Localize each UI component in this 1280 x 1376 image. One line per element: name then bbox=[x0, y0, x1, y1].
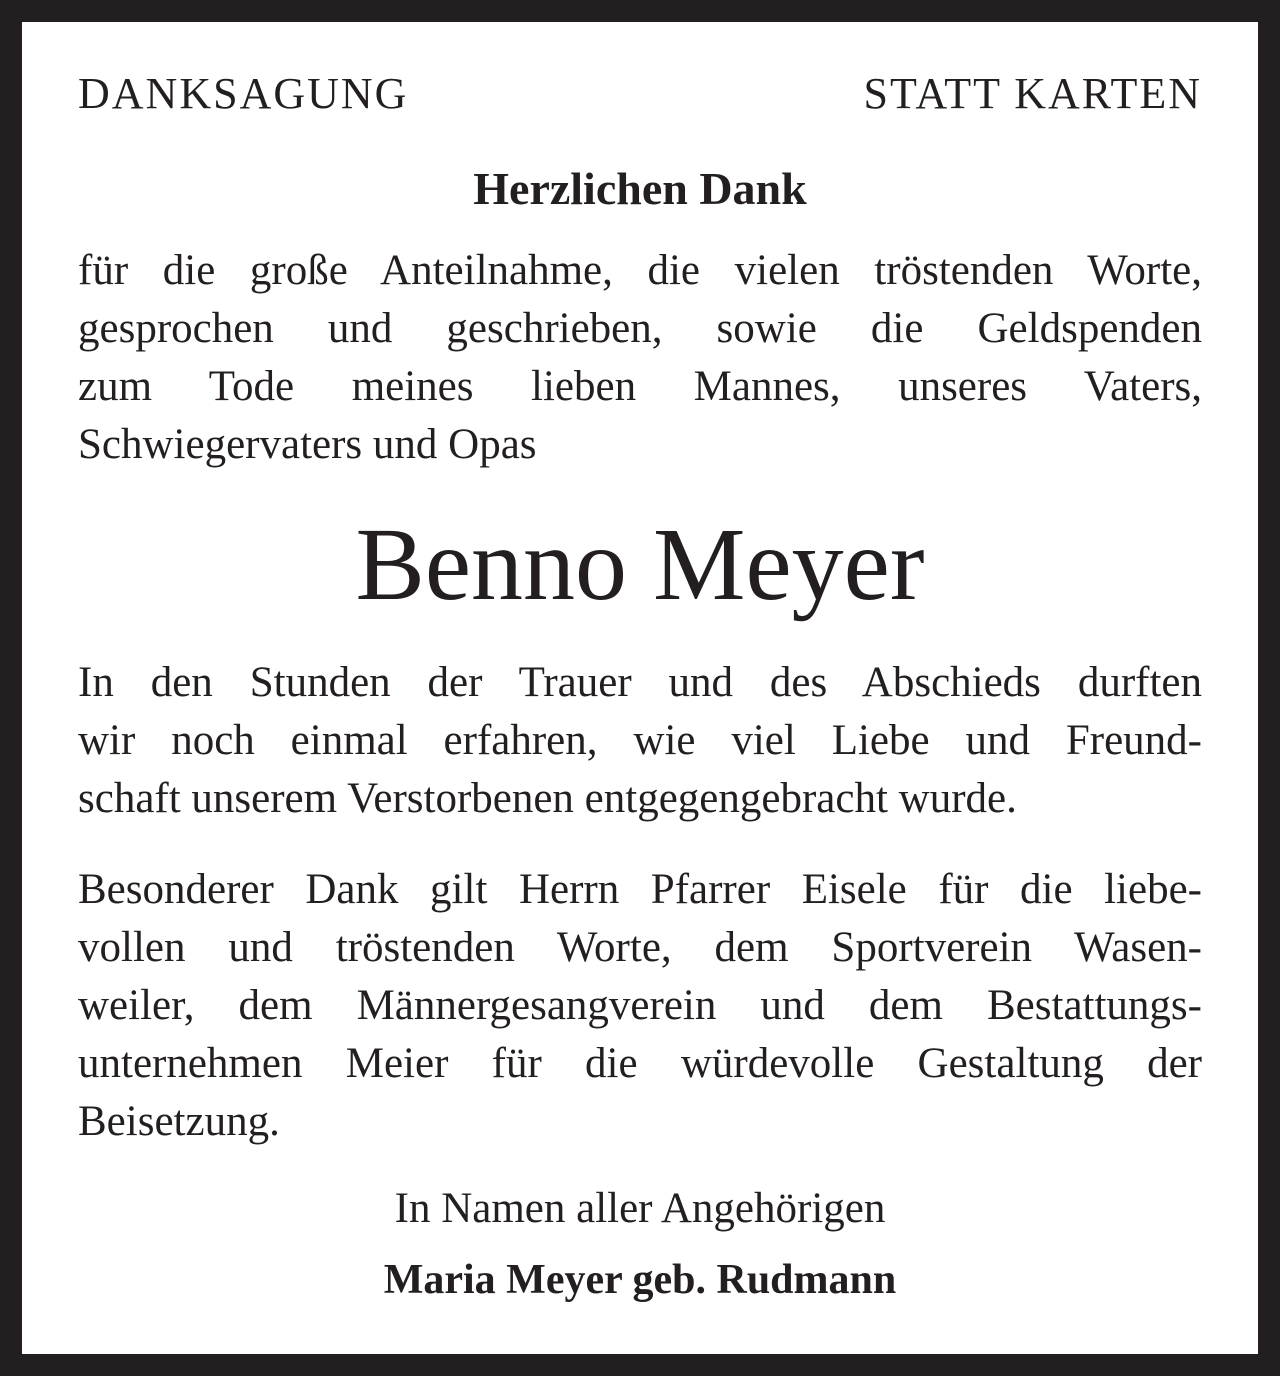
headline: Herzlichen Dank bbox=[473, 163, 807, 214]
paragraph-3-line: weiler, dem Männergesangverein und dem Bestattungs- bbox=[78, 982, 1202, 1029]
paragraph-3-line: Besonderer Dank gilt Herrn Pfarrer Eisele für die liebe- bbox=[78, 866, 1202, 913]
signer-name: Maria Meyer geb. Rudmann bbox=[383, 1257, 897, 1303]
header-right-label: STATT KARTEN bbox=[863, 69, 1202, 118]
intro-line: Schwiegervaters und Opas bbox=[78, 421, 537, 468]
intro-line: zum Tode meines lieben Mannes, unseres Vaters, bbox=[78, 363, 1202, 410]
paragraph-3-line: unternehmen Meier für die würdevolle Gestaltung der bbox=[78, 1040, 1202, 1087]
paragraph-3 bbox=[78, 861, 1202, 1151]
paragraph-2-line: In den Stunden der Trauer und des Abschieds durften bbox=[78, 659, 1202, 706]
deceased-name: Benno Meyer bbox=[355, 507, 925, 622]
header-left-label: DANKSAGUNG bbox=[78, 69, 409, 118]
intro-line: für die große Anteilnahme, die vielen tröstenden Worte, bbox=[78, 247, 1202, 294]
paragraph-2-line: wir noch einmal erfahren, wie viel Liebe und Freund- bbox=[78, 717, 1202, 764]
paragraph-3-line: Beisetzung. bbox=[78, 1098, 280, 1145]
paragraph-3-line: vollen und tröstenden Worte, dem Sportverein Wasen- bbox=[78, 924, 1202, 971]
paragraph-2-line: schaft unserem Verstorbenen entgegengebracht wurde. bbox=[78, 775, 1017, 822]
intro-line: gesprochen und geschrieben, sowie die Geldspenden bbox=[78, 305, 1202, 352]
notice-header bbox=[78, 68, 1202, 118]
on-behalf-text: In Namen aller Angehörigen bbox=[394, 1185, 886, 1232]
paragraph-2 bbox=[78, 654, 1202, 828]
intro-paragraph bbox=[78, 242, 1202, 474]
